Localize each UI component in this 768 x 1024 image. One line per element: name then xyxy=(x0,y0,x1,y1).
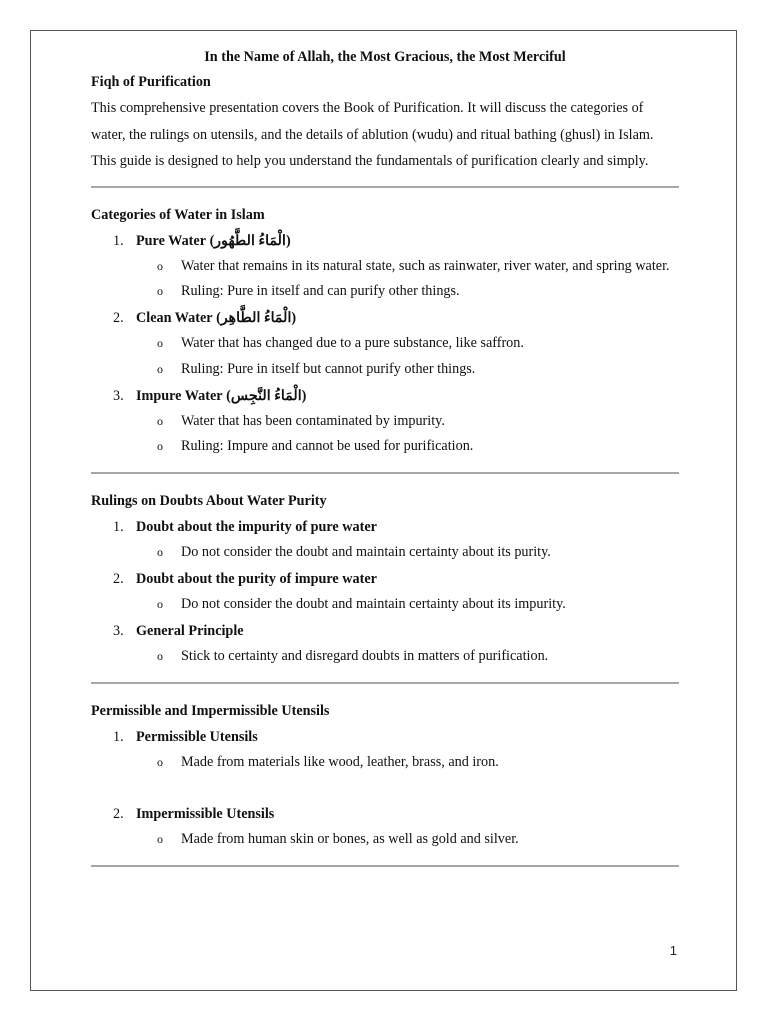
basmala-title: In the Name of Allah, the Most Gracious, the Most Merciful xyxy=(204,49,566,65)
numbered-list xyxy=(91,724,679,854)
section-water-doubts xyxy=(91,488,679,669)
sub-item-text: Water that has been contaminated by impurity. xyxy=(181,412,445,429)
section-divider xyxy=(91,186,679,188)
item-number: 2. xyxy=(113,806,124,823)
page-number: 1 xyxy=(669,943,677,958)
circle-bullet-icon: o xyxy=(157,258,163,273)
list-item xyxy=(91,801,679,853)
sub-list xyxy=(91,540,679,566)
item-number: 1. xyxy=(113,519,124,536)
arabic-term: الْمَاءُ النَّجِس xyxy=(230,387,302,404)
sub-item xyxy=(91,592,679,618)
sub-item xyxy=(91,279,679,305)
list-item xyxy=(91,305,679,383)
page-content xyxy=(91,45,679,867)
item-label: Impermissible Utensils xyxy=(136,806,275,823)
sub-item-text: Ruling: Impure and cannot be used for purification. xyxy=(181,438,474,455)
arabic-term-close: ) xyxy=(285,232,291,249)
circle-bullet-icon: o xyxy=(157,597,163,612)
item-heading xyxy=(91,305,679,331)
list-item xyxy=(91,383,679,461)
list-item xyxy=(91,228,679,306)
list-item xyxy=(91,724,679,776)
sub-item-text: Made from human skin or bones, as well as gold and silver. xyxy=(181,831,519,848)
sub-list xyxy=(91,254,679,306)
sub-item-text: Stick to certainty and disregard doubts in matters of purification. xyxy=(181,647,549,664)
circle-bullet-icon: o xyxy=(157,413,163,428)
arabic-term-open: ( xyxy=(226,387,231,404)
item-heading xyxy=(91,514,679,540)
circle-bullet-icon: o xyxy=(157,284,163,299)
circle-bullet-icon: o xyxy=(157,439,163,454)
list-item xyxy=(91,566,679,618)
item-number: 2. xyxy=(113,310,124,327)
sub-item xyxy=(91,827,679,853)
sub-item-text: Do not consider the doubt and maintain certainty about its impurity. xyxy=(181,596,566,613)
circle-bullet-icon: o xyxy=(157,832,163,847)
sub-item-text: Do not consider the doubt and maintain certainty about its purity. xyxy=(181,544,551,561)
numbered-list xyxy=(91,228,679,461)
sub-item-text: Made from materials like wood, leather, brass, and iron. xyxy=(181,753,499,770)
item-heading xyxy=(91,228,679,254)
item-number: 2. xyxy=(113,571,124,588)
sub-item-text: Ruling: Pure in itself but cannot purify other things. xyxy=(181,360,476,377)
item-heading xyxy=(91,383,679,409)
sub-list xyxy=(91,827,679,853)
sub-item-text: Water that has changed due to a pure substance, like saffron. xyxy=(181,335,524,352)
arabic-term: الْمَاءُ الطَّهُور xyxy=(214,232,286,249)
sub-list xyxy=(91,409,679,461)
sub-list xyxy=(91,644,679,670)
item-heading xyxy=(91,566,679,592)
sub-list xyxy=(91,592,679,618)
sub-list xyxy=(91,750,679,776)
arabic-term: الْمَاءُ الطَّاهِر xyxy=(220,310,292,327)
circle-bullet-icon: o xyxy=(157,361,163,376)
item-label: Clean Water xyxy=(136,310,213,327)
item-heading xyxy=(91,618,679,644)
sub-item xyxy=(91,409,679,435)
list-item xyxy=(91,618,679,670)
item-heading xyxy=(91,724,679,750)
item-label: Pure Water xyxy=(136,232,207,249)
section-title: Categories of Water in Islam xyxy=(91,206,265,223)
item-number: 3. xyxy=(113,387,124,404)
circle-bullet-icon: o xyxy=(157,648,163,663)
sub-item xyxy=(91,434,679,460)
document-subtitle: Fiqh of Purification xyxy=(91,74,211,90)
circle-bullet-icon: o xyxy=(157,336,163,351)
numbered-list xyxy=(91,514,679,669)
sub-item xyxy=(91,644,679,670)
sub-item xyxy=(91,331,679,357)
document-page xyxy=(30,30,737,991)
item-number: 1. xyxy=(113,728,124,745)
blank-line xyxy=(91,775,679,801)
arabic-term-open: ( xyxy=(209,232,215,249)
section-title: Permissible and Impermissible Utensils xyxy=(91,702,330,719)
item-number: 1. xyxy=(113,232,124,249)
sub-list xyxy=(91,331,679,383)
section-divider xyxy=(91,865,679,867)
sub-item xyxy=(91,540,679,566)
circle-bullet-icon: o xyxy=(157,545,163,560)
sub-item-text: Water that remains in its natural state, such as rainwater, river water, and spring water. xyxy=(181,257,670,274)
item-number: 3. xyxy=(113,622,124,639)
intro-paragraph: This comprehensive presentation covers the Book of Purification. It will discuss the categories of water, the rulings on utensils, and the details of ablution (wudu) and ritual bathing (ghusl) in Islam. This guide is designed to help you understand the fundamentals of purification clearly and simply. xyxy=(91,100,654,169)
item-label: Doubt about the impurity of pure water xyxy=(136,519,377,536)
item-label: Doubt about the purity of impure water xyxy=(136,571,377,588)
section-utensils xyxy=(91,698,679,854)
item-label: Permissible Utensils xyxy=(136,728,258,745)
arabic-term-close: ) xyxy=(291,310,297,327)
item-label: Impure Water xyxy=(136,387,223,404)
section-water-categories xyxy=(91,202,679,461)
sub-item-text: Ruling: Pure in itself and can purify other things. xyxy=(181,283,460,300)
arabic-term-open: ( xyxy=(216,310,221,327)
sub-item xyxy=(91,357,679,383)
item-label: General Principle xyxy=(136,622,244,639)
arabic-term-close: ) xyxy=(301,387,307,404)
section-title: Rulings on Doubts About Water Purity xyxy=(91,493,327,510)
item-heading xyxy=(91,801,679,827)
section-divider xyxy=(91,472,679,474)
sub-item xyxy=(91,750,679,776)
sub-item xyxy=(91,254,679,280)
circle-bullet-icon: o xyxy=(157,754,163,769)
section-divider xyxy=(91,682,679,684)
list-item xyxy=(91,514,679,566)
